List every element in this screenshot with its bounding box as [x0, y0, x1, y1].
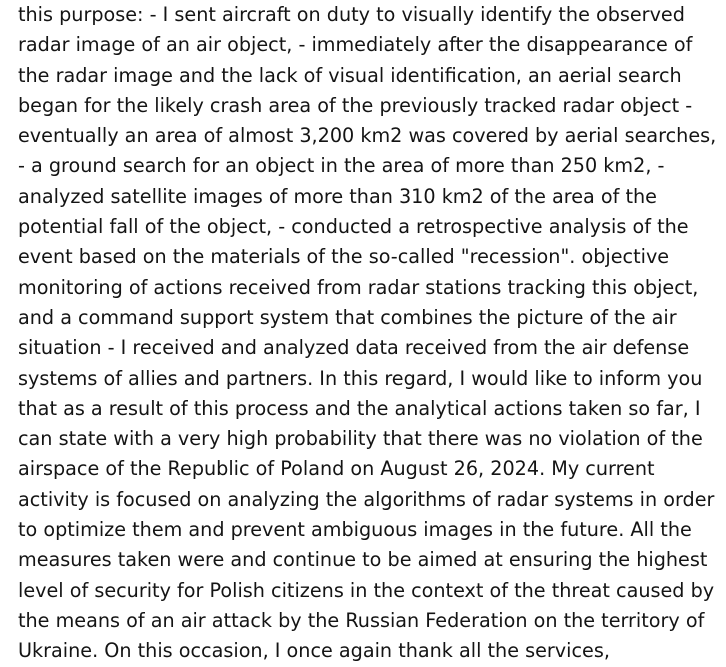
- text-segment: measures taken were and continue to be aimed at ensuring the highest: [18, 548, 708, 572]
- text-segment: and a command support system that combines the picture of the air: [18, 305, 677, 329]
- text-segment: the radar image and the lack of visual identification,: [18, 63, 528, 87]
- red-underlined-text: - a ground search for an object in the area of more than 250 km2,: [18, 154, 652, 178]
- red-underlined-text: as a result of this process and the analytical actions taken so far,: [63, 396, 689, 420]
- text-line: [18, 636, 718, 666]
- text-segment: that: [18, 396, 64, 420]
- text-line: [18, 182, 718, 212]
- text-line: [18, 303, 718, 333]
- text-line: [18, 394, 718, 424]
- text-line: [18, 242, 718, 272]
- text-line: [18, 273, 718, 303]
- red-underlined-text: analyzed satellite images of more than 310 km2 of the area of the: [18, 184, 657, 208]
- text-line: [18, 515, 718, 545]
- red-underlined-text: an aerial search: [527, 63, 682, 87]
- text-segment: All the: [624, 518, 692, 542]
- text-line: [18, 61, 718, 91]
- yellow-underlined-text: to optimize them and prevent ambiguous images in the future.: [18, 518, 625, 542]
- yellow-underlined-text: My current: [551, 457, 655, 481]
- text-segment: event based on the materials of the so-called "recession". objective: [18, 245, 670, 269]
- text-line: [18, 333, 718, 363]
- text-line: [18, 424, 718, 454]
- text-segment: I: [688, 396, 701, 420]
- text-line: [18, 121, 718, 151]
- red-underlined-text: can state with a very high probability that there was no violation of the: [18, 427, 703, 451]
- text-segment: level of security for Polish citizens in the context of the threat caused by: [18, 578, 715, 602]
- document-text: [18, 0, 718, 667]
- text-segment: potential fall of the object, - conducted a retrospective analysis of the: [18, 215, 689, 239]
- red-underlined-text: began for the likely crash area of the previously tracked radar object -: [18, 93, 693, 117]
- text-line: [18, 454, 718, 484]
- text-line: [18, 0, 718, 30]
- text-line: [18, 485, 718, 515]
- text-segment: monitoring of actions received from radar stations tracking this object,: [18, 275, 699, 299]
- text-line: [18, 151, 718, 181]
- text-line: [18, 91, 718, 121]
- text-line: [18, 545, 718, 575]
- text-segment: radar image of an air object, - immediately after the disappearance of: [18, 33, 693, 57]
- text-line: [18, 212, 718, 242]
- yellow-underlined-text: activity is focused on analyzing the algorithms of radar systems in order: [18, 487, 715, 511]
- text-segment: this purpose: - I sent aircraft on duty to visually identify the observed: [18, 3, 685, 26]
- text-line: [18, 30, 718, 60]
- text-line: [18, 364, 718, 394]
- text-line: [18, 576, 718, 606]
- text-segment: airspace of the Republic of Poland on August 26, 2024.: [18, 457, 552, 481]
- text-segment: situation - I received and analyzed data received from the air defense: [18, 336, 690, 360]
- text-segment: Ukraine. On this occasion, I once again thank all the services,: [18, 639, 610, 663]
- red-underlined-text: eventually an area of almost 3,200 km2 was covered by aerial searches,: [18, 124, 717, 148]
- text-line: [18, 606, 718, 636]
- text-segment: the means of an air attack by the Russian Federation on the territory of: [18, 608, 705, 632]
- text-segment: -: [651, 154, 665, 178]
- text-segment: systems of allies and partners. In this regard, I would like to inform you: [18, 366, 703, 390]
